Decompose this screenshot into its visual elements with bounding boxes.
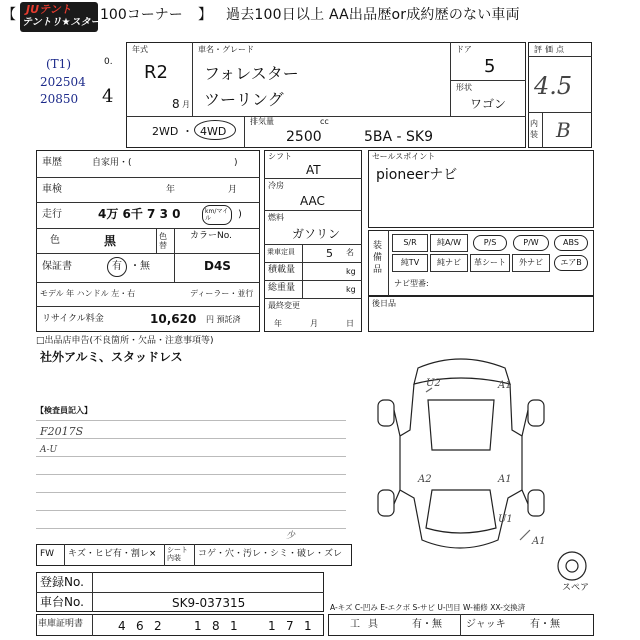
inspection-year: 年	[166, 185, 176, 195]
history-close: )	[234, 158, 238, 168]
door-label: ドア	[456, 45, 472, 54]
drive-4wd: 4WD	[200, 125, 227, 138]
car-outline-rear	[426, 490, 496, 533]
change-label: 最終変更	[268, 301, 300, 310]
logo-suffix: 100コーナー	[100, 7, 183, 23]
equip-alloy: 純A/W	[430, 234, 468, 252]
load-unit: kg	[346, 267, 356, 276]
shift-label: シフト	[268, 152, 292, 161]
car-grade: ツーリング	[204, 90, 284, 109]
cert-digit: 7	[286, 619, 294, 633]
header-bar	[0, 0, 640, 34]
mark-a2: A2	[418, 474, 432, 485]
inspector-lines	[36, 420, 346, 540]
displacement-value: 2500	[286, 129, 322, 145]
mileage-label: 走行	[42, 209, 62, 220]
mark-a1-mid: A1	[498, 474, 512, 485]
logo-top: JUテント	[26, 3, 72, 16]
name-label: 車名・グレード	[198, 45, 254, 54]
recycle-unit: 円 預託済	[206, 315, 241, 324]
warranty-no: ・無	[130, 261, 150, 272]
ac-value: AAC	[300, 194, 325, 208]
spare-tire	[558, 552, 586, 580]
mileage-paren: )	[238, 209, 242, 220]
equip-ps: P/S	[473, 235, 507, 251]
car-outline-hood	[428, 400, 494, 450]
year-label: 年式	[132, 45, 148, 54]
ac-label: 冷房	[268, 181, 284, 190]
lot-date: 202504	[40, 75, 86, 89]
recycle-label: リサイクル料金	[42, 314, 104, 324]
header-title: 過去100日以上 AA出品歴or成約歴のない車両	[226, 7, 520, 23]
fw-text: キズ・ヒビ有・割レ×	[68, 549, 157, 559]
weight-label: 総重量	[268, 283, 296, 293]
wheel-rl	[378, 490, 394, 516]
history-value: 自家用・(	[92, 158, 132, 168]
door-value: 5	[484, 56, 496, 77]
shape-value: ワゴン	[470, 97, 507, 111]
extra-label: 後日品	[372, 299, 396, 308]
model-code: 5BA - SK9	[364, 129, 434, 145]
equip-pw: P/W	[513, 235, 549, 251]
equip-abs: ABS	[554, 235, 588, 251]
car-name: フォレスター	[204, 64, 299, 83]
load-label: 積載量	[268, 265, 296, 275]
lot-number: 20850	[40, 92, 79, 106]
inspector-note-2: A-U	[40, 445, 58, 455]
fw-label: FW	[40, 549, 55, 559]
reg-label: 登録No.	[40, 575, 84, 589]
mileage-unit: km/マイル	[205, 208, 229, 222]
equip-airbag: エアB	[554, 255, 588, 271]
mark-a1-bottom: A1	[532, 536, 546, 547]
drive-2wd: 2WD	[152, 125, 179, 138]
model-row: モデル 年 ハンドル 左・右	[40, 289, 136, 298]
change-year: 年	[274, 319, 282, 328]
cert-digit: 1	[194, 619, 202, 633]
cert-digit: 1	[230, 619, 238, 633]
interior-label: 内装	[530, 119, 538, 139]
cert-digit: 1	[268, 619, 276, 633]
chassis-label: 車台No.	[40, 595, 84, 609]
store-text: 社外アルミ、スタッドレス	[40, 350, 183, 364]
equip-ext-navi: 外ナビ	[512, 254, 550, 272]
inspection-month: 月	[228, 185, 238, 195]
car-diagram	[370, 340, 600, 590]
cert-digit: 1	[304, 619, 312, 633]
score-label: 評価点	[534, 45, 567, 54]
warranty-label: 保証書	[42, 261, 72, 272]
color-change-label: 色替	[159, 232, 167, 250]
mark-a1-top: A1	[498, 380, 512, 391]
wheel-fl	[378, 400, 394, 426]
displacement-label: 排気量	[250, 117, 274, 126]
change-month: 月	[310, 319, 318, 328]
score-value: 4.5	[534, 72, 573, 100]
seat-note: 少	[286, 531, 296, 541]
legend-text: A-キズ C-凹み E-エクボ S-サビ U-凹目 W-補修 XX-交換済	[330, 603, 526, 612]
lot-no-label: 0.	[104, 57, 113, 67]
equip-tv: 純TV	[392, 254, 428, 272]
equip-navi: 純ナビ	[430, 254, 468, 272]
shift-value: AT	[306, 163, 321, 177]
shape-label: 形状	[456, 83, 472, 92]
selling-text: pioneerナビ	[376, 167, 458, 183]
jack-label: ジャッキ	[466, 619, 506, 630]
wheel-rr	[528, 490, 544, 516]
fuel-value: ガソリン	[292, 227, 341, 241]
extra-box	[368, 296, 594, 332]
wheel-fr	[528, 400, 544, 426]
capacity-unit: 名	[346, 248, 354, 257]
car-side-right	[522, 410, 528, 504]
fuel-label: 燃料	[268, 213, 284, 222]
seat-text: コゲ・穴・汚レ・シミ・破レ・ズレ	[198, 549, 343, 559]
equipment-label: 装備品	[373, 241, 383, 275]
selling-label: セールスポイント	[372, 152, 436, 161]
dealer-row: ディーラー・並行	[190, 289, 254, 298]
displacement-unit: cc	[320, 117, 329, 126]
cert-digit: 6	[136, 619, 144, 633]
inspector-label: 【検査員記入】	[36, 406, 92, 415]
inspector-note-1: F2017S	[40, 425, 84, 438]
navi-label: ナビ型番:	[394, 279, 429, 288]
color-label: 色	[50, 235, 60, 246]
car-side-left	[394, 410, 400, 504]
spare-tire-inner	[566, 560, 578, 572]
interior-value: B	[556, 118, 571, 142]
header-close-bracket: 】	[198, 7, 212, 23]
color-value: 黒	[104, 234, 117, 248]
equip-leather: 革シート	[470, 254, 510, 272]
selling-box	[368, 150, 594, 228]
mark-u1: U1	[498, 514, 513, 525]
seat-label: シート内装	[167, 546, 188, 562]
mark-u2: U2	[426, 378, 441, 389]
logo-bottom: テントリ★スター	[22, 17, 101, 28]
color-no-value: D4S	[204, 259, 231, 273]
lot-no-value: 4	[102, 86, 114, 107]
header-open-bracket: 【	[2, 7, 16, 23]
inspection-label: 車検	[42, 184, 62, 195]
logo	[20, 2, 101, 32]
change-day: 日	[346, 319, 354, 328]
weight-unit: kg	[346, 285, 356, 294]
capacity-label: 乗車定員	[267, 248, 295, 256]
spare-label: スペア	[562, 583, 590, 593]
drive-sep: ・	[182, 125, 193, 138]
month-value: 8	[172, 97, 180, 111]
lot-prefix: (T1)	[46, 57, 72, 71]
recycle-value: 10,620	[150, 312, 197, 326]
tools-value: 有・無	[412, 619, 442, 630]
cert-digits	[96, 614, 324, 636]
cert-digit: 4	[118, 619, 126, 633]
jack-value: 有・無	[530, 619, 560, 630]
store-label: □出品店申告(不良箇所・欠品・注意事項等)	[36, 336, 214, 346]
cert-digit: 2	[154, 619, 162, 633]
equip-sr: S/R	[392, 234, 428, 252]
chassis-value: SK9-037315	[172, 596, 246, 610]
warranty-yes: 有	[112, 261, 122, 272]
month-unit: 月	[182, 100, 190, 109]
history-label: 車歴	[42, 157, 62, 168]
mileage-value: 4万 6千 7 3 0	[98, 207, 181, 221]
cert-digit: 8	[212, 619, 220, 633]
cert-label: 車庫証明書	[38, 619, 84, 629]
tools-label: 工具	[350, 619, 386, 630]
year-value: R2	[144, 62, 168, 83]
capacity-value: 5	[326, 247, 333, 260]
color-no-label: カラーNo.	[190, 231, 232, 241]
